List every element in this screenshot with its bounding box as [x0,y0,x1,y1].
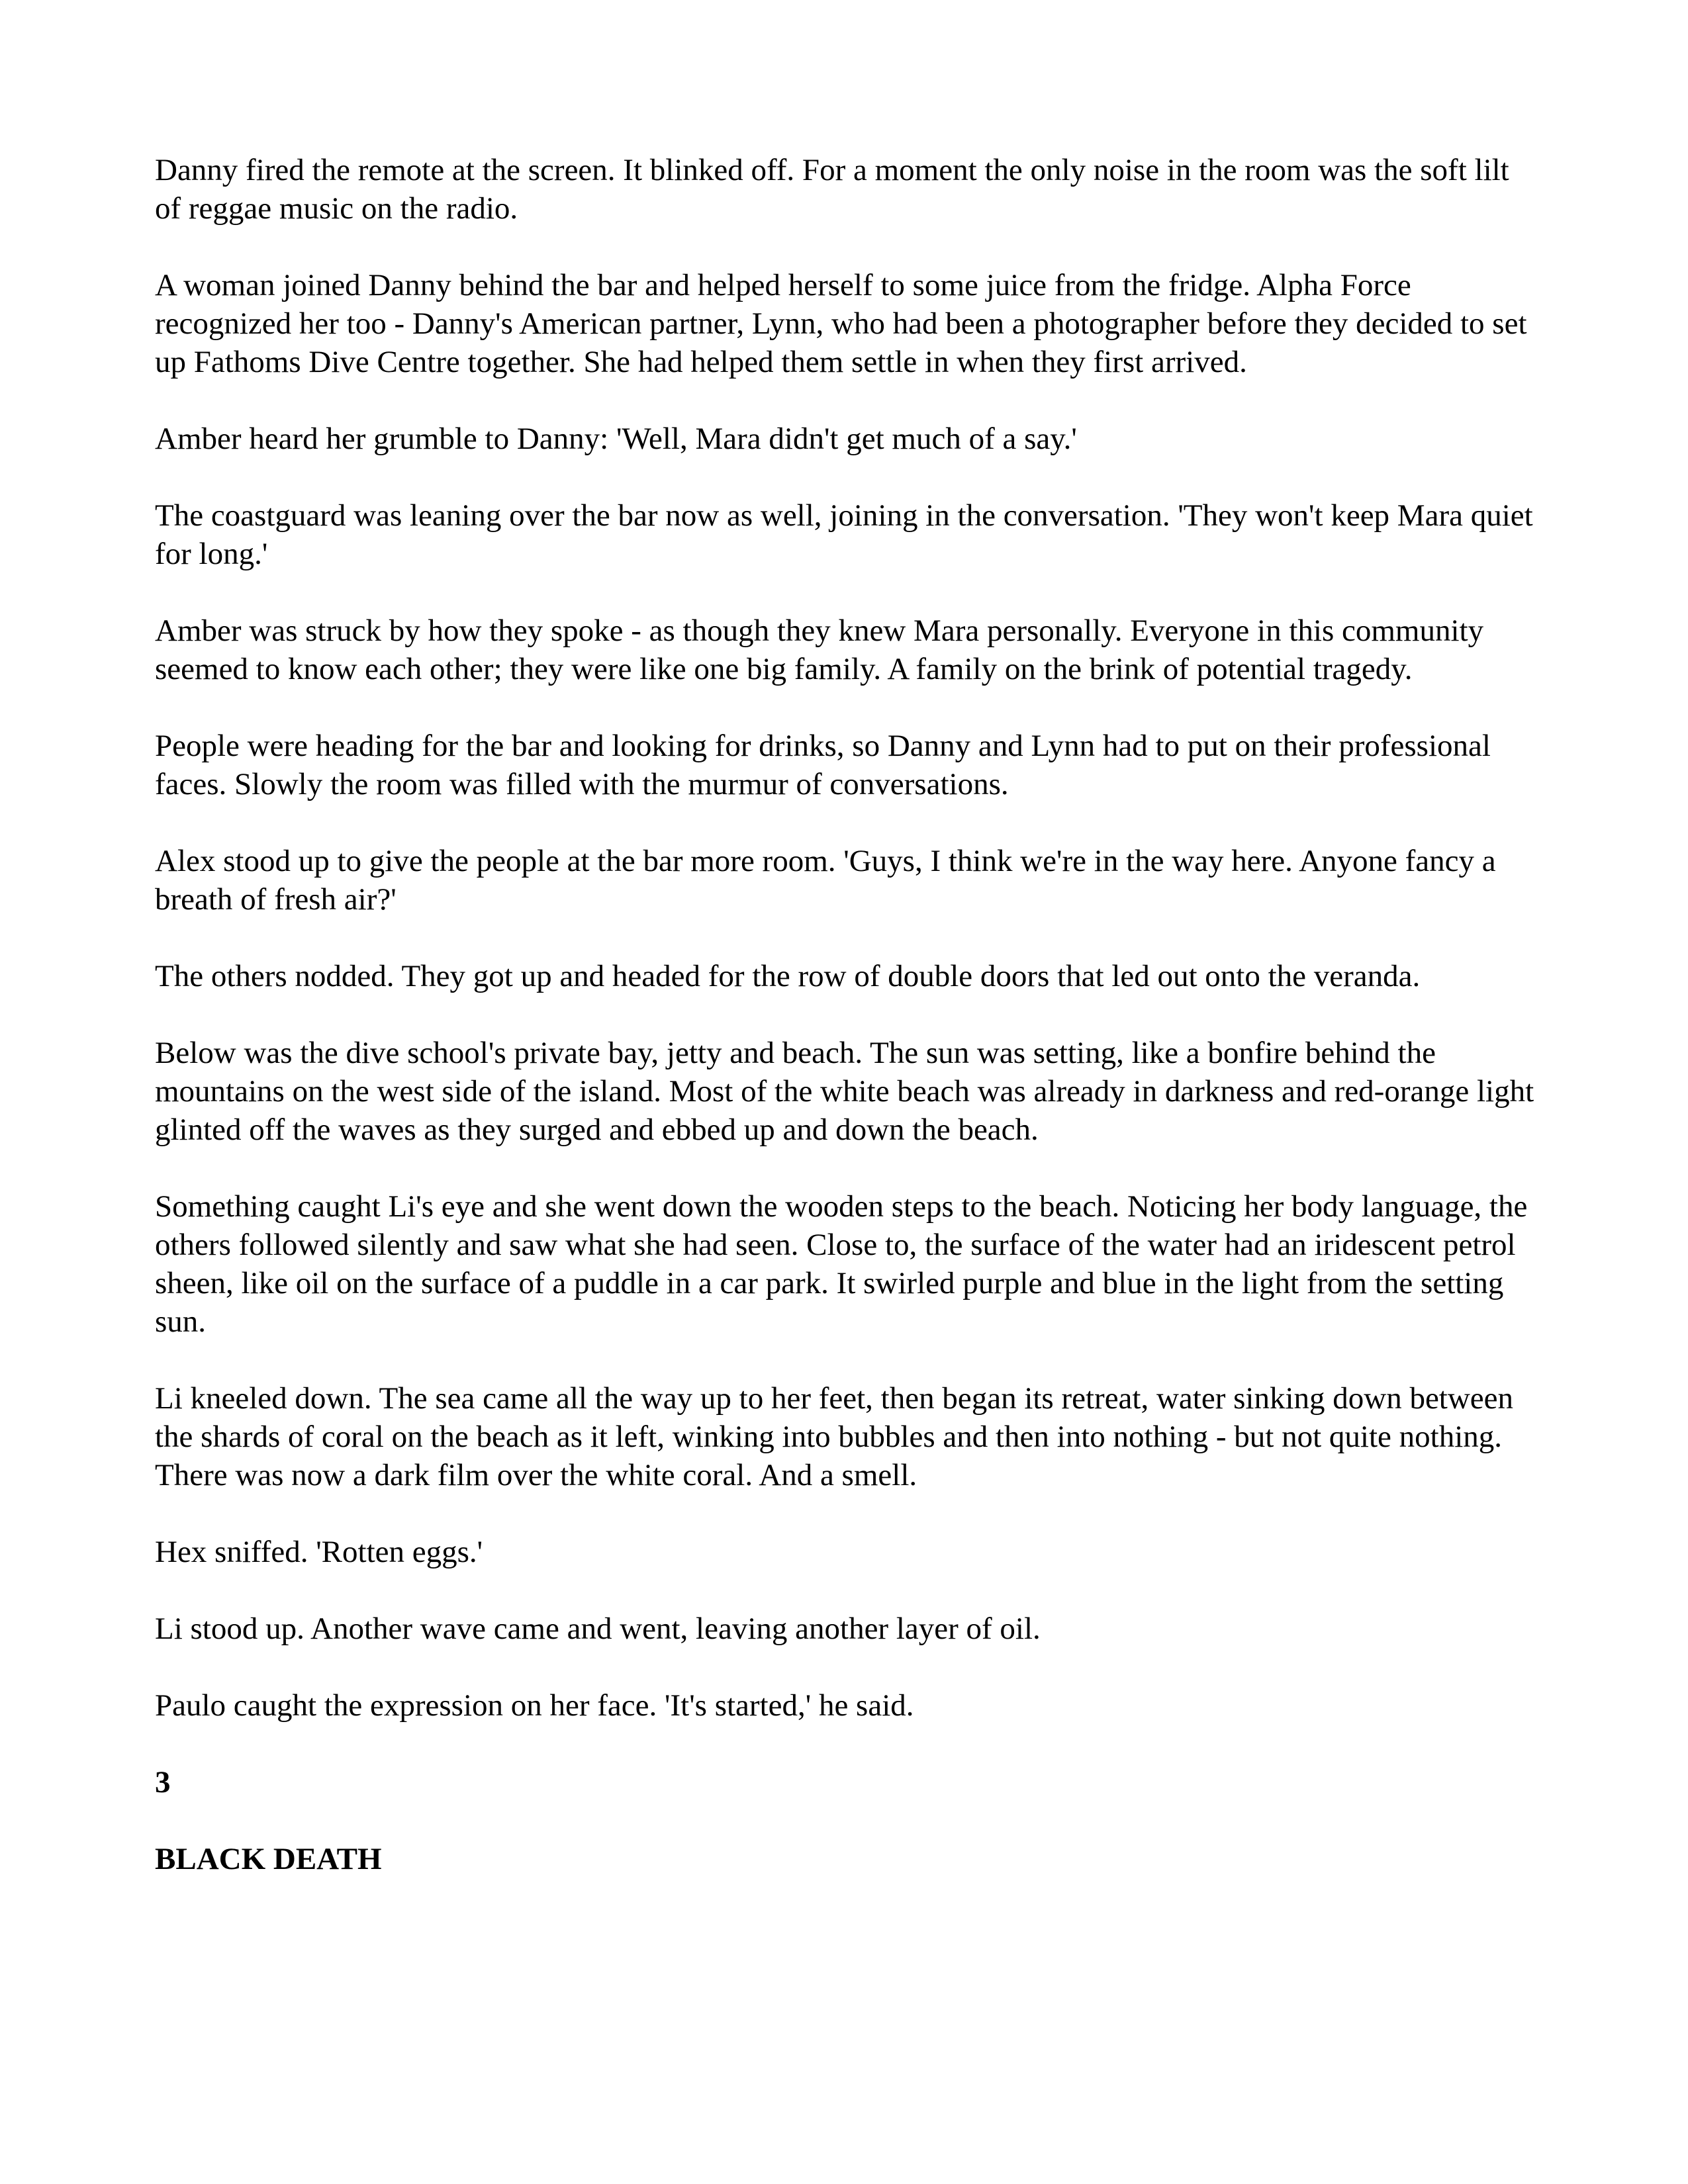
paragraph-7: Alex stood up to give the people at the bar more room. 'Guys, I think we're in the way here. Anyone fancy a breath of fresh air?' [155,844,1496,917]
paragraph-3: Amber heard her grumble to Danny: 'Well, Mara didn't get much of a say.' [155,422,1077,456]
paragraph-14: Paulo caught the expression on her face. 'It's started,' he said. [155,1688,914,1723]
paragraph-2: A woman joined Danny behind the bar and helped herself to some juice from the fridge. Alpha Force recognized her too - Danny's American partner, Lynn, who had been a photographer before they decided to set up Fathoms Dive Centre together. She had helped them settle in when they first arrived. [155,268,1527,379]
paragraph-5: Amber was struck by how they spoke - as though they knew Mara personally. Everyone in this community seemed to know each other; they were like one big family. A family on the brink of potential tragedy. [155,614,1484,686]
chapter-title: BLACK DEATH [155,1842,382,1876]
chapter-number: 3 [155,1765,171,1799]
paragraph-1: Danny fired the remote at the screen. It blinked off. For a moment the only noise in the room was the soft lilt of reggae music on the radio. [155,153,1509,226]
paragraph-13: Li stood up. Another wave came and went, leaving another layer of oil. [155,1612,1041,1646]
paragraph-10: Something caught Li's eye and she went down the wooden steps to the beach. Noticing her body language, the others followed silently and saw what she had seen. Close to, the surface of the water had an iridescent petrol sheen, like oil on the surface of a puddle in a car park. It swirled purple and blue in the light from the setting sun. [155,1189,1528,1339]
paragraph-9: Below was the dive school's private bay, jetty and beach. The sun was setting, like a bonfire behind the mountains on the west side of the island. Most of the white beach was already in darkness and red-orange light glinted off the waves as they surged and ebbed up and down the beach. [155,1036,1534,1147]
page-body [155,151,1538,1917]
paragraph-8: The others nodded. They got up and headed for the row of double doors that led out onto the veranda. [155,959,1421,993]
paragraph-6: People were heading for the bar and looking for drinks, so Danny and Lynn had to put on their professional faces. Slowly the room was filled with the murmur of conversations. [155,729,1491,801]
paragraph-12: Hex sniffed. 'Rotten eggs.' [155,1535,483,1569]
paragraph-4: The coastguard was leaning over the bar now as well, joining in the conversation. 'They won't keep Mara quiet for long.' [155,498,1533,571]
paragraph-11: Li kneeled down. The sea came all the way up to her feet, then began its retreat, water sinking down between the shards of coral on the beach as it left, winking into bubbles and then into nothing - but not quite nothing. There was now a dark film over the white coral. And a smell. [155,1381,1514,1492]
